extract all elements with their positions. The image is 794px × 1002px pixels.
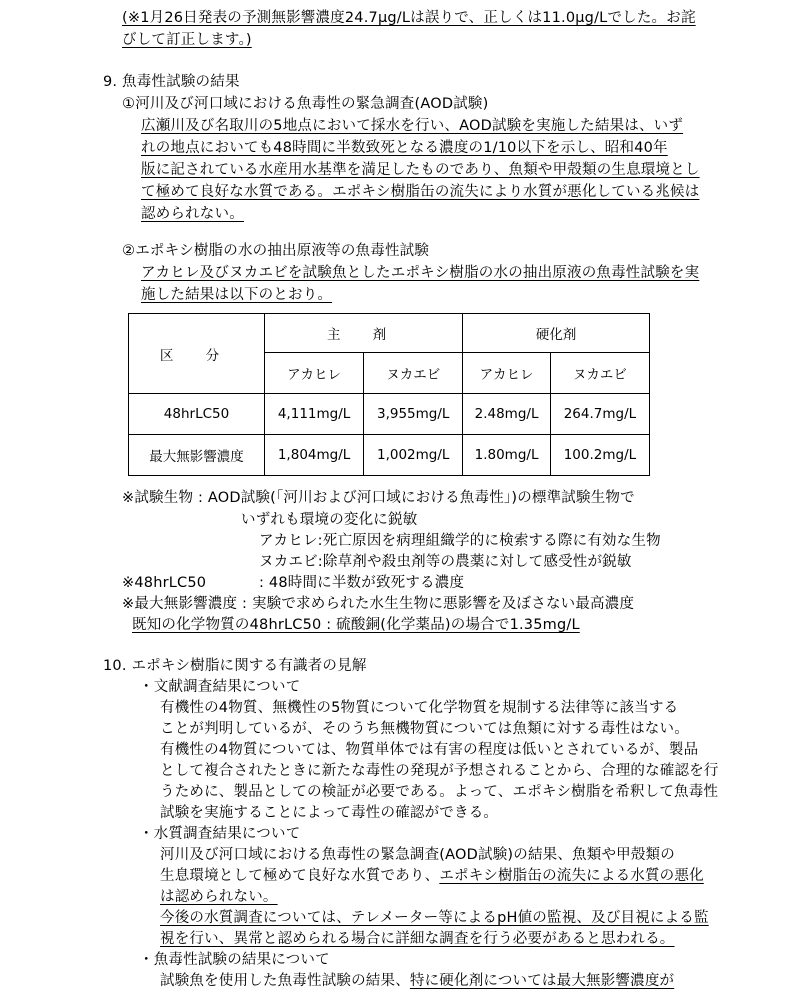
water-quality-emphasis: エポキシ樹脂缶の流失による水質の悪化	[439, 868, 704, 884]
note-akahire: アカヒレ:死亡原因を病理組織学的に検索する際に有効な生物	[259, 533, 661, 549]
extract-test-line: 施した結果は以下のとおり。	[141, 287, 333, 303]
table-cell: 264.7mg/L	[550, 394, 649, 435]
species-header: アカヒレ	[265, 353, 364, 394]
literature-line: 試験を実施することによって毒性の確認ができる。	[160, 805, 499, 821]
literature-line: 有機性の4物質、無機性の5物質について化学物質を規制する法律等に該当する	[160, 700, 679, 716]
note-test-organism: ※試験生物 : AOD試験(「河川および河口域における魚毒性」)の標準試験生物で	[122, 490, 635, 506]
aod-result-line: 広瀬川及び名取川の5地点において採水を行い、AOD試験を実施した結果は、いず	[141, 118, 684, 134]
hardener-header: 硬化剤	[463, 314, 650, 353]
species-header: ヌカエビ	[364, 353, 463, 394]
table-row	[129, 394, 650, 435]
bullet-literature: ・文献調査結果について	[139, 679, 301, 695]
literature-line: として複合されたときに新たな毒性の発現が予想されることから、合理的な確認を行	[160, 763, 719, 779]
category-header: 区 分	[129, 314, 265, 394]
note-nukaebi: ヌカエビ:除草剤や殺虫剤等の農薬に対して感受性が鋭敏	[259, 554, 632, 570]
correction-line-1: (※1月26日発表の予測無影響濃度24.7μg/Lは誤りで、正しくは11.0μg/Lでした。お詫	[122, 10, 696, 26]
aod-result-line: 認められない。	[141, 206, 244, 222]
fish-toxicity-emphasis: 特に硬化剤については最大無影響濃度が	[409, 973, 675, 989]
table-cell: 2.48mg/L	[463, 394, 551, 435]
table-cell: 1,002mg/L	[364, 435, 463, 476]
bullet-fish-toxicity: ・魚毒性試験の結果について	[139, 952, 330, 968]
section-10-heading: 10. エポキシ樹脂に関する有識者の見解	[103, 658, 367, 674]
note-lc50-text: : 48時間に半数が致死する濃度	[259, 575, 465, 591]
note-noec: ※最大無影響濃度 : 実験で求められた水生生物に悪影響を及ぼさない最高濃度	[122, 596, 635, 612]
water-quality-line: 視を行い、異常と認められる場合に詳細な調査を行う必要があると思われる。	[160, 931, 675, 947]
species-header: アカヒレ	[463, 353, 551, 394]
bullet-water-quality: ・水質調査結果について	[139, 826, 301, 842]
water-quality-line: 河川及び河口域における魚毒性の緊急調査(AOD試験)の結果、魚類や甲殻類の	[160, 847, 675, 863]
literature-line: ことが判明しているが、そのうち無機物質については魚類に対する毒性はない。	[160, 721, 689, 737]
note-known-chemical: 既知の化学物質の48hrLC50 : 硫酸銅(化学薬品)の場合で1.35mg/L	[132, 617, 580, 633]
aod-result-line: れの地点においても48時間に半数致死となる濃度の1/10以下を示し、昭和40年	[141, 140, 668, 156]
aod-result-line: 版に記されている水産用水基準を満足したものであり、魚類や甲殻類の生息環境とし	[141, 162, 700, 178]
table-row	[129, 435, 650, 476]
fish-toxicity-line: 試験魚を使用した魚毒性試験の結果、特に硬化剤については最大無影響濃度が	[160, 973, 675, 989]
extract-test-title: ②エポキシ樹脂の水の抽出原液等の魚毒性試験	[122, 243, 430, 259]
row-label: 48hrLC50	[129, 394, 265, 435]
aod-result-line: て極めて良好な水質である。エポキシ樹脂缶の流失により水質が悪化している兆候は	[141, 184, 700, 200]
species-header: ヌカエビ	[550, 353, 649, 394]
table-cell: 4,111mg/L	[265, 394, 364, 435]
literature-line: 有機性の4物質については、物質単体では有害の程度は低いとされているが、製品	[160, 742, 699, 758]
note-lc50-label: ※48hrLC50	[122, 575, 207, 591]
aod-test-title: ①河川及び河口域における魚毒性の緊急調査(AOD試験)	[122, 96, 489, 112]
water-quality-line: 生息環境として極めて良好な水質であり、エポキシ樹脂缶の流失による水質の悪化	[160, 868, 704, 884]
water-quality-line: 今後の水質調査については、テレメーター等によるpH値の監視、及び目視による監	[160, 910, 709, 926]
extract-test-line: アカヒレ及びヌカエビを試験魚としたエポキシ樹脂の水の抽出原液の魚毒性試験を実	[141, 265, 700, 281]
literature-line: うために、製品としての検証が必要である。よって、エポキシ樹脂を希釈して魚毒性	[160, 784, 719, 800]
water-quality-line: は認められない。	[160, 889, 278, 905]
row-label: 最大無影響濃度	[129, 435, 265, 476]
table-cell: 3,955mg/L	[364, 394, 463, 435]
main-agent-header: 主 剤	[265, 314, 463, 353]
note-test-organism-cont: いずれも環境の変化に鋭敏	[241, 512, 418, 528]
table-cell: 1,804mg/L	[265, 435, 364, 476]
correction-line-2: びして訂正します。)	[122, 32, 252, 48]
toxicity-table	[128, 313, 650, 476]
section-9-heading: 9. 魚毒性試験の結果	[103, 74, 240, 90]
table-cell: 100.2mg/L	[550, 435, 649, 476]
table-cell: 1.80mg/L	[463, 435, 551, 476]
